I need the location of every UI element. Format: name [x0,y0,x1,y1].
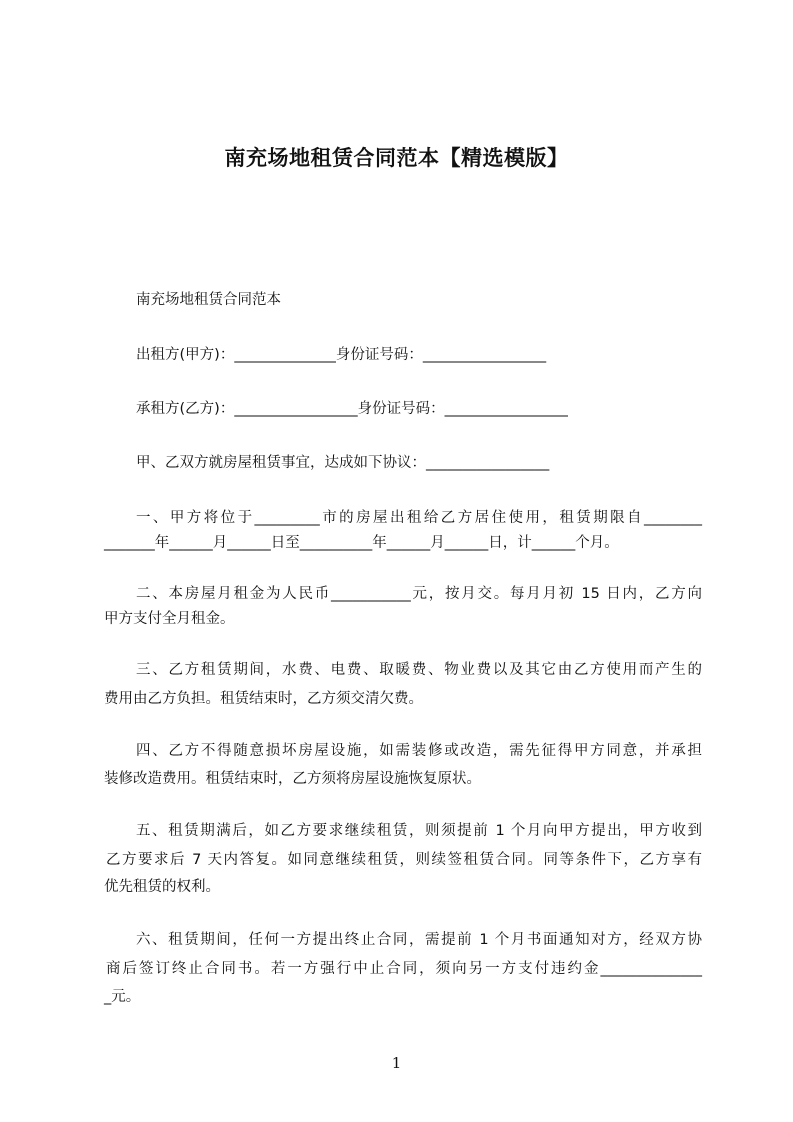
clause-2-line-2: 甲方支付全月租金。 [104,611,235,627]
contract-subtitle: 南充场地租赁合同范本 [136,292,281,308]
clause-5-line-3: 优先租赁的权利。 [104,879,220,895]
clause-6-line-2: 商后签订终止合同书。若一方强行中止合同，须向另一方支付违约金______________ [106,961,702,977]
page-number: 1 [391,1054,402,1072]
clause-1-line-1: 一、甲方将位于_________市的房屋出租给乙方居住使用，租赁期限自________ [136,510,702,526]
clause-5-line-1: 五、租赁期满后，如乙方要求继续租赁，则须提前 1 个月向甲方提出，甲方收到 [136,823,702,839]
clause-6-line-1: 六、租赁期间，任何一方提出终止合同，需提前 1 个月书面通知对方，经双方协 [136,932,702,948]
lessor-line: 出租方(甲方)：______________身份证号码：_________________ [136,347,547,363]
clause-6-line-3: _元。 [104,989,141,1005]
clause-5-line-2: 乙方要求后 7 天内答复。如同意继续租赁，则续签租赁合同。同等条件下，乙方享有 [106,852,702,868]
lessee-line: 承租方(乙方)：_________________身份证号码：_________________ [136,401,568,417]
clause-4-line-1: 四、乙方不得随意损坏房屋设施，如需装修或改造，需先征得甲方同意，并承担 [136,743,702,759]
clause-3-line-2: 费用由乙方负担。租赁结束时，乙方须交清欠费。 [104,691,423,707]
clause-1-line-2: _______年______月______日至__________年______月______日，计______个月。 [104,535,619,551]
document-title: 南充场地租赁合同范本【精选模版】 [224,146,569,170]
clause-3-line-1: 三、乙方租赁期间，水费、电费、取暖费、物业费以及其它由乙方使用而产生的 [136,662,702,678]
agreement-line: 甲、乙双方就房屋租赁事宜，达成如下协议：_________________ [136,455,550,471]
clause-2-line-1: 二、本房屋月租金为人民币___________元，按月交。每月月初 15 日内，乙方向 [136,586,702,602]
clause-4-line-2: 装修改造费用。租赁结束时，乙方须将房屋设施恢复原状。 [104,771,481,787]
